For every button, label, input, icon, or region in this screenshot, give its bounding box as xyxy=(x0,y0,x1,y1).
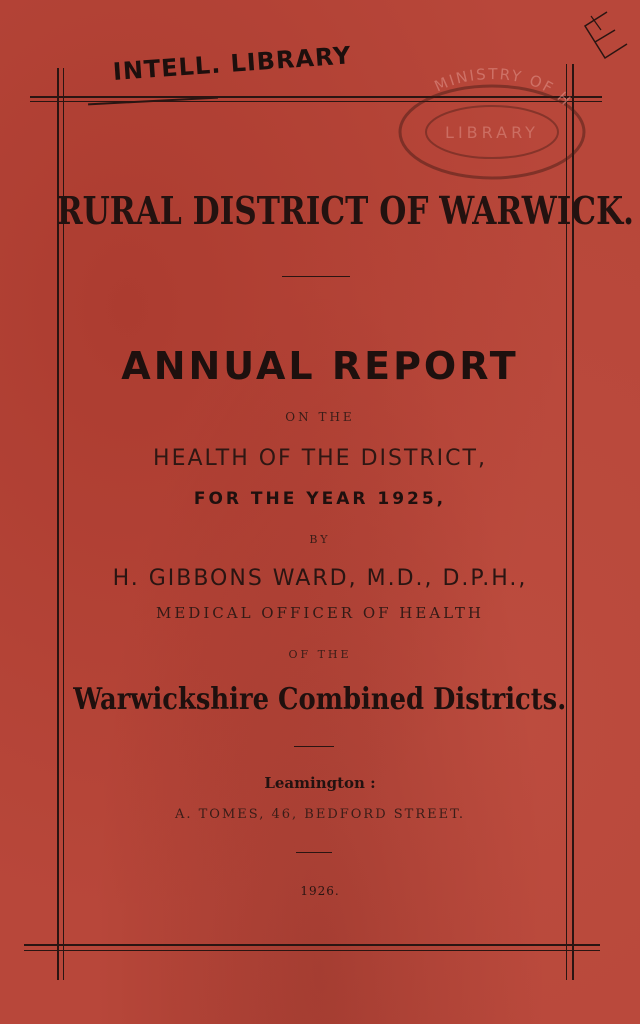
report-subject: HEALTH OF THE DISTRICT, xyxy=(153,446,487,471)
bottom-border-rule-inner xyxy=(24,950,600,951)
combined-districts: Warwickshire Combined Districts. xyxy=(73,682,567,717)
imprint-date: 1926. xyxy=(300,884,340,898)
report-author: H. GIBBONS WARD, M.D., D.P.H., xyxy=(112,566,528,591)
imprint-place: Leamington : xyxy=(264,774,376,792)
report-year: FOR THE YEAR 1925, xyxy=(193,489,447,509)
title-divider xyxy=(282,276,350,277)
seal-ring-text: MINISTRY OF H xyxy=(431,64,576,111)
report-of-the: OF THE xyxy=(288,648,352,661)
bottom-border-rule-outer xyxy=(24,944,600,946)
seal-center-text: LIBRARY xyxy=(445,123,539,142)
imprint-publisher: A. TOMES, 46, BEDFORD STREET. xyxy=(174,807,466,822)
author-role: MEDICAL OFFICER OF HEALTH xyxy=(156,604,484,622)
report-on-the: ON THE xyxy=(285,410,355,424)
ministry-library-seal xyxy=(392,60,592,190)
library-stamp: INTELL. LIBRARY xyxy=(112,41,353,86)
document-title: RURAL DISTRICT OF WARWICK. xyxy=(56,188,635,233)
report-by: BY xyxy=(309,533,331,546)
imprint-divider xyxy=(296,852,332,853)
handwritten-e-mark xyxy=(575,4,635,64)
districts-divider xyxy=(294,746,334,747)
report-heading: ANNUAL REPORT xyxy=(121,344,519,388)
